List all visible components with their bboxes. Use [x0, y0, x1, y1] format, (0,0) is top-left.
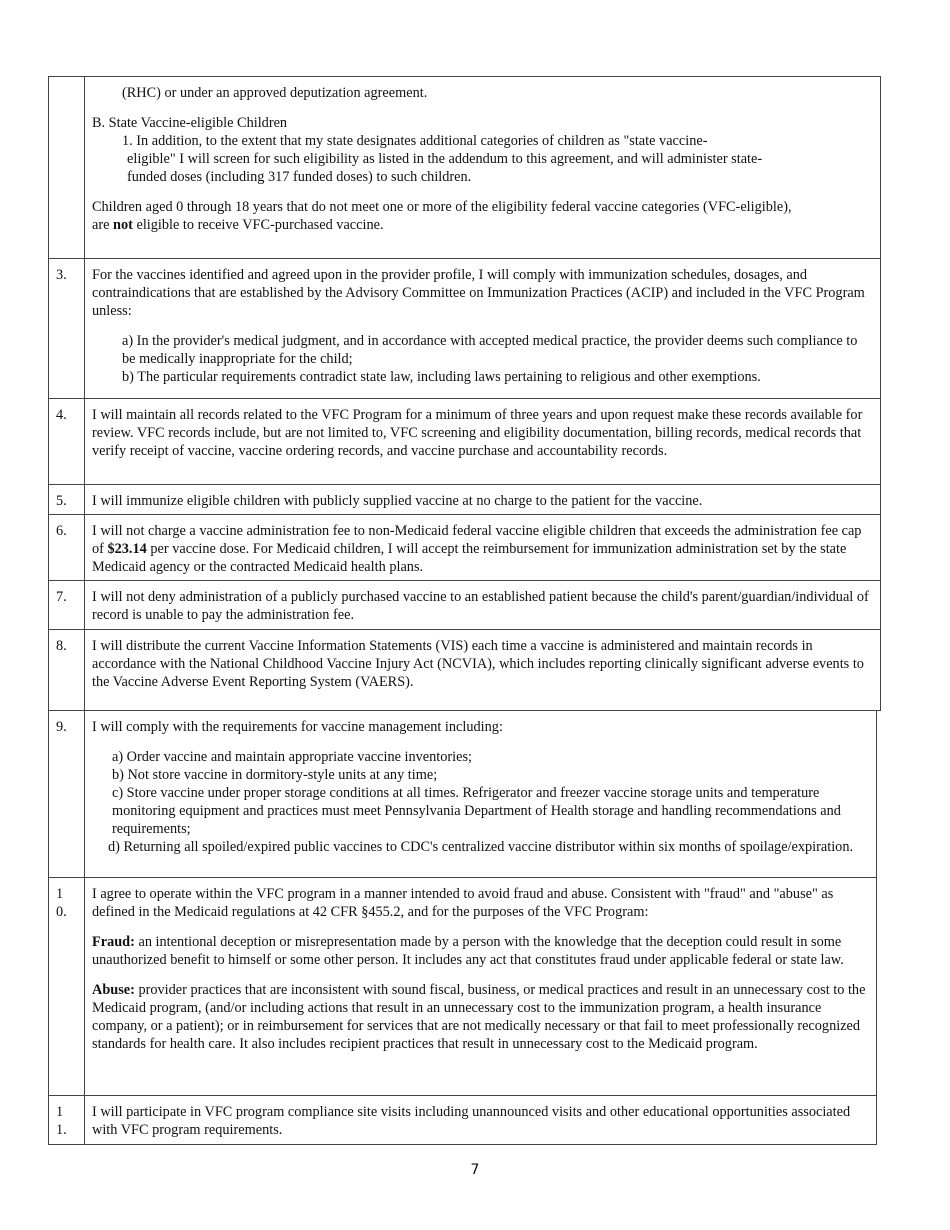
item-number: 3.: [49, 259, 85, 398]
item-9-requirement-d: d) Returning all spoiled/expired public vaccines to CDC's centralized vaccine distributor within six months of spoilage/expiration.: [108, 839, 854, 855]
item-row-8: [48, 629, 881, 711]
continued-line: (RHC) or under an approved deputization agreement.: [122, 85, 428, 101]
item-10-text: I agree to operate within the VFC program in a manner intended to avoid fraud and abuse. Consistent with "fraud" and "abuse" as defined in the Medicaid regulations at 42 CFR §455.2, and for the purposes of the VFC Program:: [92, 886, 834, 920]
children-eligibility-note: Children aged 0 through 18 years that do not meet one or more of the eligibility federal vaccine categories (VFC-eligible), are not eligible to receive VFC-purchased vaccine.: [92, 199, 792, 233]
item-4-text: I will maintain all records related to the VFC Program for a minimum of three years and upon request make these records available for review. VFC records include, but are not limited to, VFC screening and eligibility documentation, billing records, medical records that verify receipt of vaccine, vaccine ordering records, and vaccine purchase and accountability records.: [92, 407, 863, 459]
item-row-4: [48, 398, 881, 485]
item-3-condition-b: b) The particular requirements contradict state law, including laws pertaining to religious and other exemptions.: [122, 369, 761, 385]
item-3-condition-a: a) In the provider's medical judgment, and in accordance with accepted medical practice, the provider deems such compliance to be medically inappropriate for the child;: [122, 333, 858, 367]
item-9-requirement-a: a) Order vaccine and maintain appropriate vaccine inventories;: [112, 749, 473, 765]
abuse-definition: Abuse: provider practices that are inconsistent with sound fiscal, business, or medical practices and result in an unnecessary cost to the Medicaid program, (and/or including actions that result in an unnecessary cost to the immunization program, a health insurance company, or a patient); or in reimbursement for services that are not medically necessary or that fail to meet professionally recognized standards for health care. It also includes recipient practices that result in unnecessary cost to the Medicaid program.: [92, 982, 866, 1052]
item-row-6: [48, 514, 881, 581]
section-b-item-1-line3: funded doses (including 317 funded doses) to such children.: [127, 169, 472, 185]
page-number: 7: [470, 1162, 480, 1178]
section-b-heading: B. State Vaccine-eligible Children: [92, 115, 288, 131]
item-8-text: I will distribute the current Vaccine Information Statements (VIS) each time a vaccine is administered and maintain records in accordance with the National Childhood Vaccine Injury Act (NCVIA), which includes reporting clinically significant adverse events to the Vaccine Adverse Event Reporting System (VAERS).: [92, 638, 864, 690]
item-row-10: [48, 877, 877, 1096]
item-7-text: I will not deny administration of a publicly purchased vaccine to an established patient because the child's parent/guardian/individual of record is unable to pay the administration fee.: [92, 589, 869, 623]
item-3-text: For the vaccines identified and agreed upon in the provider profile, I will comply with immunization schedules, dosages, and contraindications that are established by the Advisory Committee on Immunization Practices (ACIP) and included in the VFC Program unless:: [92, 267, 865, 319]
item-number: 10.: [49, 878, 85, 1095]
item-9-requirement-c: c) Store vaccine under proper storage conditions at all times. Refrigerator and freezer vaccine storage units and temperature monitoring equipment and practices must meet Pennsylvania Department of Health storage and handling recommendations and requirements;: [112, 785, 841, 837]
fraud-definition: Fraud: an intentional deception or misrepresentation made by a person with the knowledge that the deception could result in some unauthorized benefit to himself or some other person. It includes any act that constitutes fraud under applicable federal or state law.: [92, 934, 844, 968]
item-9-text: I will comply with the requirements for vaccine management including:: [92, 719, 503, 735]
item-9-requirement-b: b) Not store vaccine in dormitory-style units at any time;: [112, 767, 438, 783]
item-number: 9.: [49, 711, 85, 877]
item-number: 7.: [49, 581, 85, 629]
item-number: 4.: [49, 399, 85, 484]
item-6-text: I will not charge a vaccine administration fee to non-Medicaid federal vaccine eligible children that exceeds the administration fee cap of $23.14 per vaccine dose. For Medicaid children, I will accept the reimbursement for immunization administration set by the state Medicaid agency or the contracted Medicaid health plans.: [92, 523, 862, 575]
item-number: 5.: [49, 485, 85, 514]
item-number-cell: [49, 77, 85, 258]
item-5-text: I will immunize eligible children with publicly supplied vaccine at no charge to the patient for the vaccine.: [92, 493, 703, 509]
admin-fee-cap: $23.14: [107, 541, 147, 557]
item-number: 8.: [49, 630, 85, 710]
item-row-7: [48, 580, 881, 630]
section-b-item-1-line2: eligible" I will screen for such eligibility as listed in the addendum to this agreement, and will administer state-: [127, 151, 763, 167]
item-11-text: I will participate in VFC program compliance site visits including unannounced visits and other educational opportunities associated with VFC program requirements.: [92, 1104, 851, 1138]
item-row-11: [48, 1095, 877, 1145]
section-b-item-1: 1. In addition, to the extent that my state designates additional categories of children as "state vaccine-: [122, 133, 708, 149]
item-row-3: [48, 258, 881, 399]
item-number: 11.: [49, 1096, 85, 1144]
item-row-5: [48, 484, 881, 515]
item-number: 6.: [49, 515, 85, 580]
item-row-9: [48, 710, 877, 878]
item-row-continued: [48, 76, 881, 259]
